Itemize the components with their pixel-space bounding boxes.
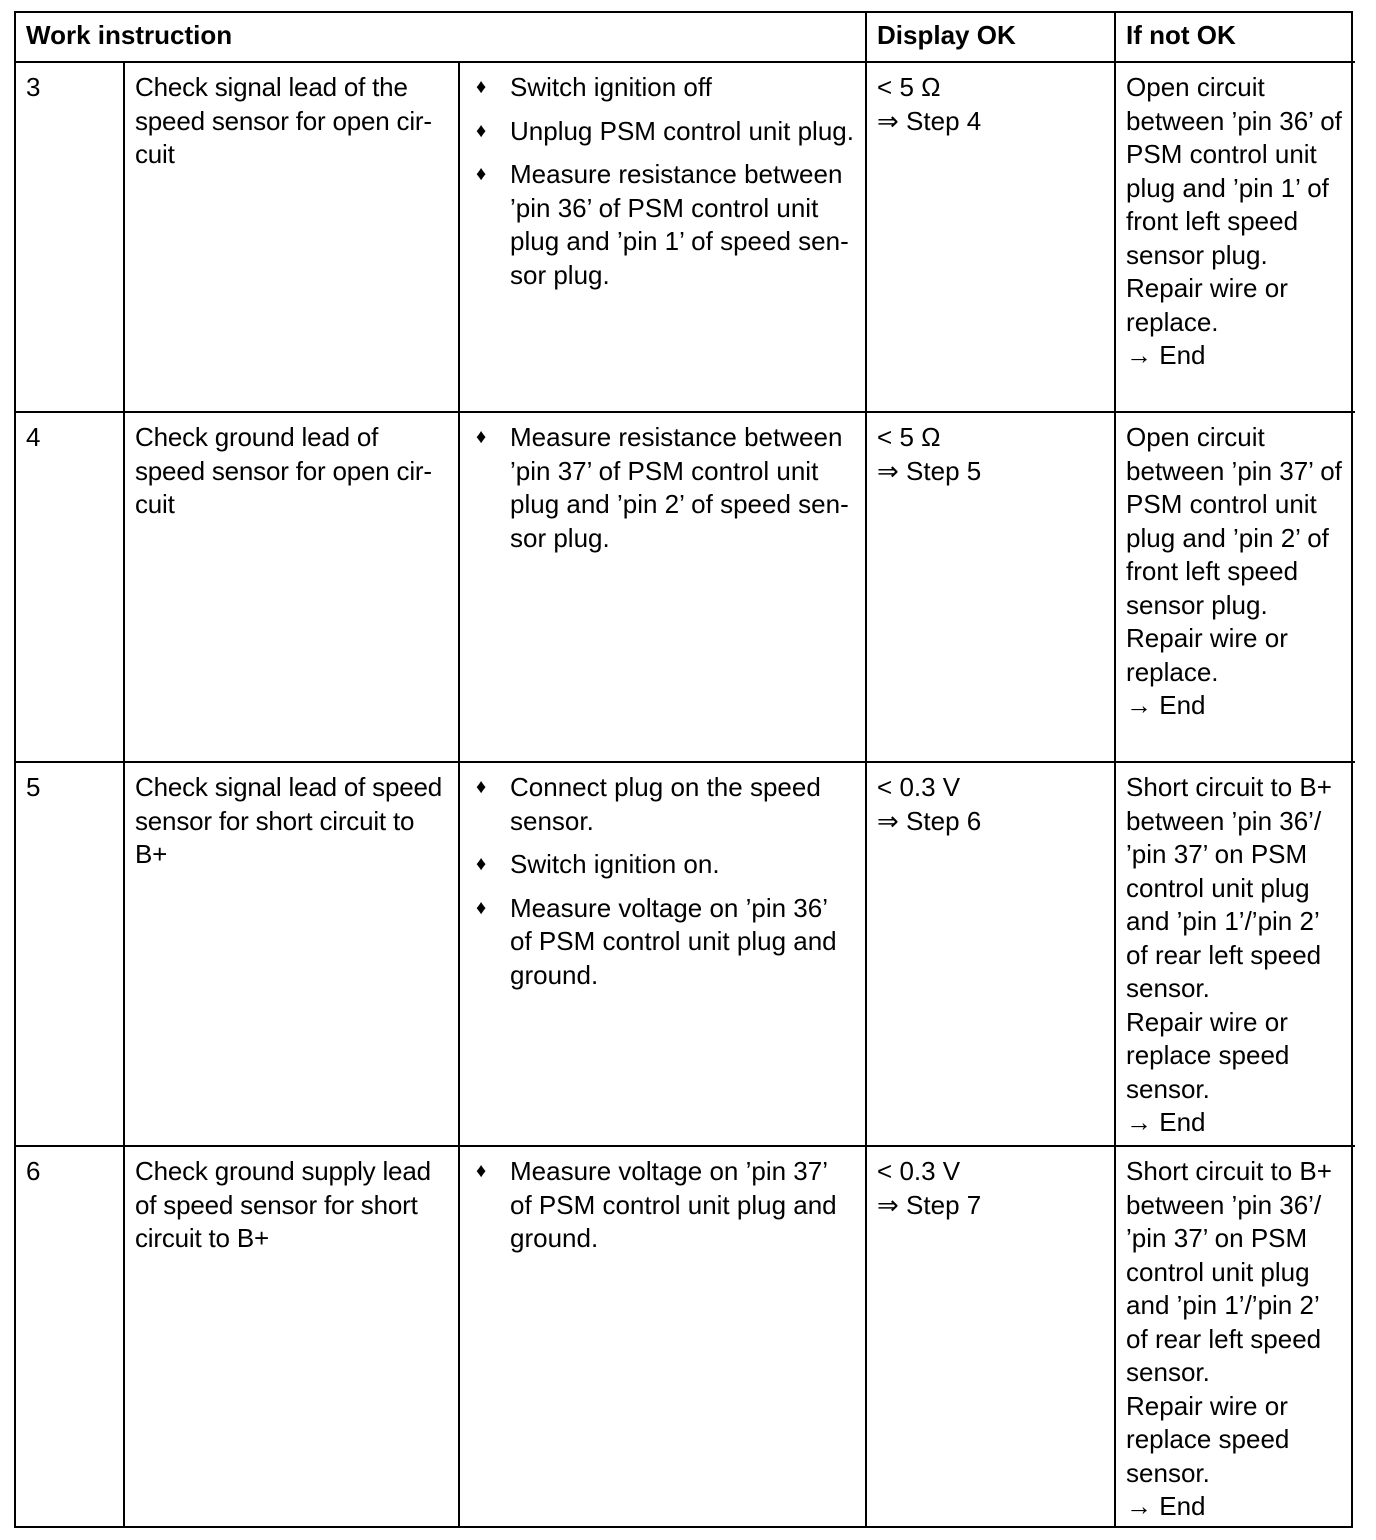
table-header-row	[16, 13, 1355, 62]
instruction-item: ♦ Measure voltage on ’pin 36’ of PSM control unit plug and ground.	[476, 892, 837, 990]
end-marker: → End	[1126, 690, 1206, 720]
display-ok-cell	[866, 762, 1115, 1146]
diamond-bullet-icon: ♦	[476, 896, 487, 919]
repair-action: Repair wire or replace.	[1126, 623, 1288, 687]
instruction-item: ♦ Measure voltage on ’pin 37’ of PSM control unit plug and ground.	[476, 1156, 837, 1253]
step-number: 5	[16, 762, 124, 1146]
if-not-ok-cell	[1115, 762, 1355, 1146]
instruction-item: ♦ Switch ignition on.	[470, 848, 855, 882]
header-work-instruction: Work instruction	[16, 13, 866, 62]
display-ok-next-step: ⇒ Step 5	[877, 455, 982, 486]
diamond-bullet-icon: ♦	[476, 853, 487, 875]
instruction-item: ♦ Unplug PSM control unit plug.	[470, 115, 855, 149]
work-instruction-table-frame	[14, 11, 1353, 1528]
diamond-bullet-icon: ♦	[476, 426, 487, 448]
table-row	[16, 412, 1355, 762]
display-ok-next-step: ⇒ Step 6	[877, 805, 982, 836]
display-ok-cell	[866, 412, 1115, 762]
step-instructions	[459, 1146, 866, 1526]
instruction-item: ♦ Connect plug on the speed sensor.	[476, 772, 821, 836]
end-marker: → End	[1126, 340, 1206, 370]
end-marker: → End	[1126, 1107, 1206, 1137]
work-instruction-table	[16, 13, 1355, 1526]
instruction-item: ♦ Measure resistance between ’pin 37’ of PSM control unit plug and ’pin 2’ of speed sen-sor plug.	[476, 422, 849, 553]
step-instructions	[459, 412, 866, 762]
diamond-bullet-icon: ♦	[476, 1160, 487, 1182]
instruction-item: ♦ Switch ignition off	[470, 71, 855, 105]
step-number: 6	[16, 1146, 124, 1526]
diamond-bullet-icon: ♦	[476, 119, 487, 142]
step-number: 3	[16, 62, 124, 412]
table-row	[16, 762, 1355, 1146]
step-instructions	[459, 62, 866, 412]
step-description: Check ground lead of speed sensor for open cir-cuit	[124, 412, 459, 762]
repair-action: Repair wire or replace speed sensor.	[1126, 1390, 1290, 1488]
end-marker: → End	[1126, 1491, 1206, 1521]
diamond-bullet-icon: ♦	[476, 76, 487, 98]
table-row	[16, 62, 1355, 412]
if-not-ok-cell	[1115, 1146, 1355, 1526]
display-ok-value: < 0.3 V	[877, 772, 961, 802]
fault-description: Short circuit to B+ between ’pin 36’/ ’pin 37’ on PSM control unit plug and ’pin 1’/’pin 2’ of rear left speed sensor.	[1126, 772, 1332, 1003]
fault-description: Open circuit between ’pin 37’ of PSM control unit plug and ’pin 2’ of front left speed sensor plug.	[1126, 422, 1342, 620]
display-ok-cell	[866, 1146, 1115, 1526]
repair-action: Repair wire or replace.	[1126, 273, 1288, 337]
display-ok-cell	[866, 62, 1115, 412]
fault-description: Short circuit to B+ between ’pin 36’/ ’pin 37’ on PSM control unit plug and ’pin 1’/’pin 2’ of rear left speed sensor.	[1126, 1156, 1332, 1387]
step-description: Check signal lead of the speed sensor for open cir-cuit	[124, 62, 459, 412]
repair-action: Repair wire or replace speed sensor.	[1126, 1006, 1290, 1104]
diamond-bullet-icon: ♦	[476, 776, 487, 798]
diamond-bullet-icon: ♦	[476, 163, 487, 185]
display-ok-next-step: ⇒ Step 7	[877, 1189, 982, 1220]
step-description: Check ground supply lead of speed sensor for short circuit to B+	[124, 1146, 459, 1526]
table-row	[16, 1146, 1355, 1526]
display-ok-value: < 5 Ω	[877, 72, 941, 102]
display-ok-next-step: ⇒ Step 4	[877, 105, 982, 136]
step-instructions	[459, 762, 866, 1146]
if-not-ok-cell	[1115, 412, 1355, 762]
header-display-ok: Display OK	[866, 13, 1115, 62]
fault-description: Open circuit between ’pin 36’ of PSM control unit plug and ’pin 1’ of front left speed sensor plug.	[1126, 72, 1342, 270]
step-number: 4	[16, 412, 124, 762]
step-description: Check signal lead of speed sensor for short circuit to B+	[124, 762, 459, 1146]
display-ok-value: < 5 Ω	[877, 422, 941, 452]
if-not-ok-cell	[1115, 62, 1355, 412]
instruction-item: ♦ Measure resistance between ’pin 36’ of PSM control unit plug and ’pin 1’ of speed sen-sor plug.	[476, 159, 849, 290]
display-ok-value: < 0.3 V	[877, 1156, 961, 1186]
header-if-not-ok: If not OK	[1115, 13, 1355, 62]
